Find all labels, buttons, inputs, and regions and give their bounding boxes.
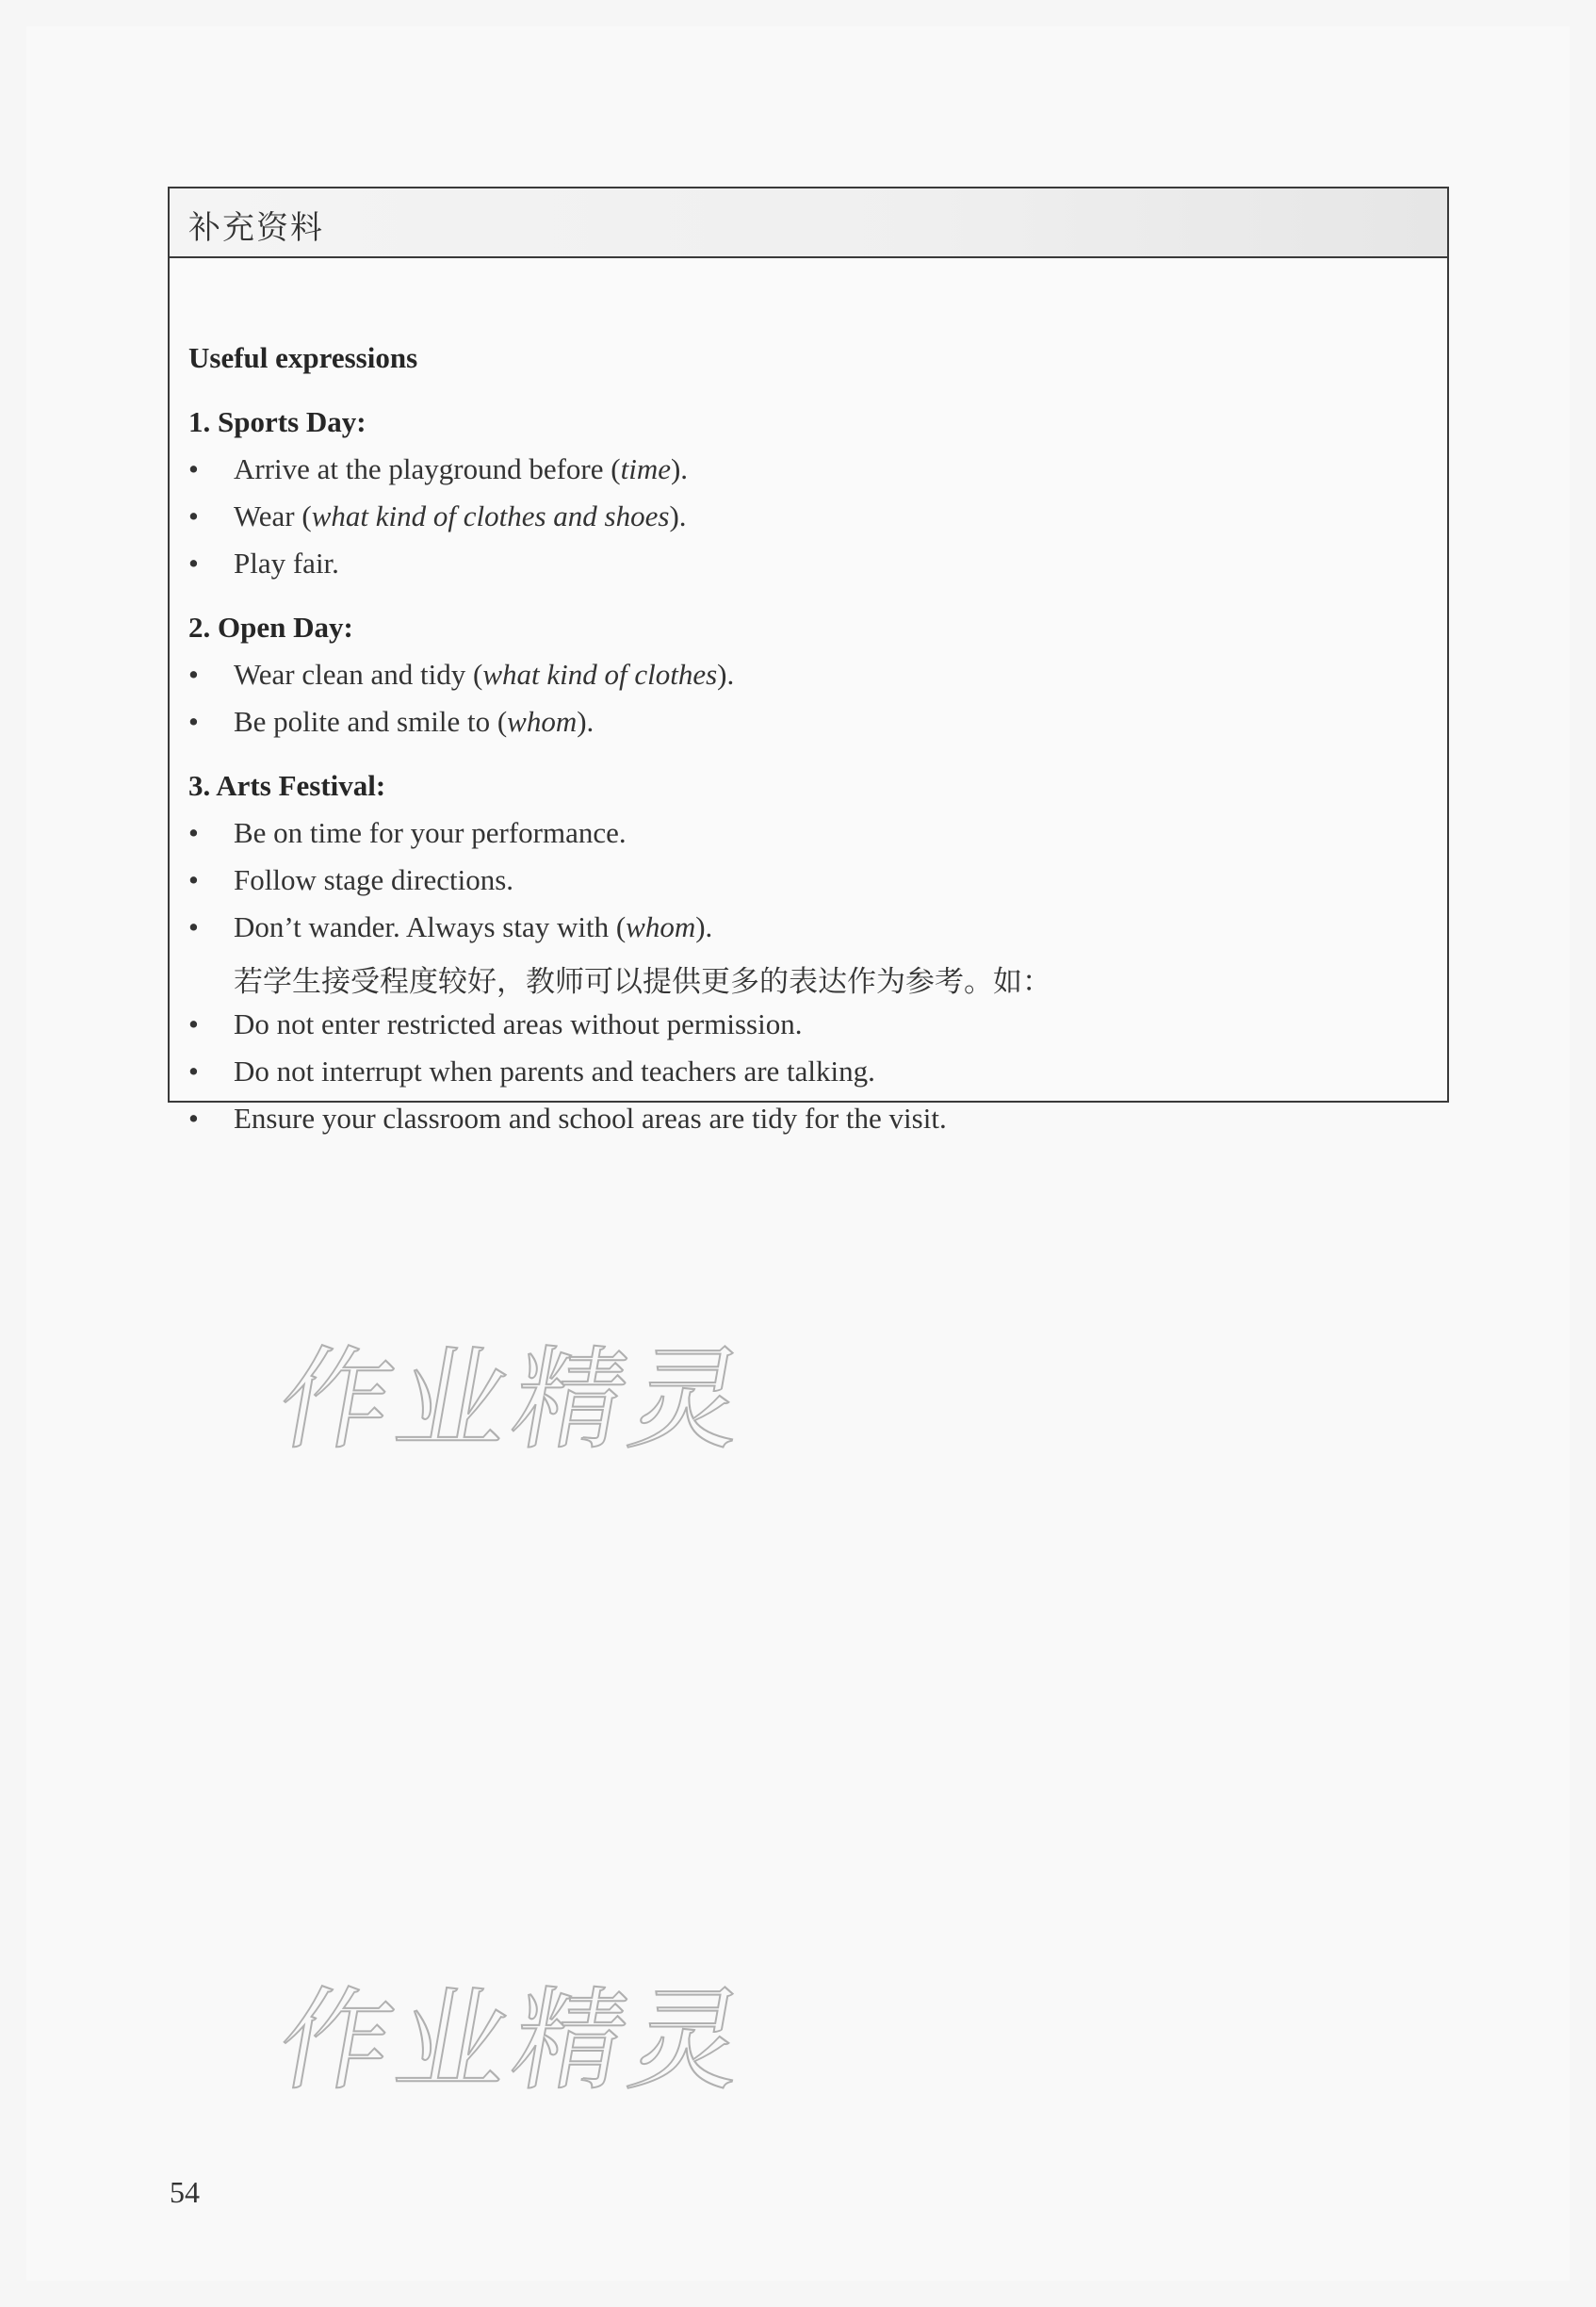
section-heading-open-day: 2. Open Day: (188, 611, 353, 644)
bullet-symbol: • (188, 863, 199, 896)
bullet-item (188, 910, 712, 944)
page-number: 54 (170, 2175, 200, 2209)
bullet-item (188, 658, 734, 692)
teacher-note: 若学生接受程度较好，教师可以提供更多的表达作为参考。如： (234, 965, 1051, 999)
bullet-symbol: • (188, 816, 199, 849)
bullet-italic-text: what kind of clothes and shoes (311, 499, 670, 532)
bullet-italic-text: whom (626, 910, 696, 943)
supplementary-materials-box (168, 187, 1449, 1135)
bullet-text: Be on time for your performance. (234, 816, 627, 849)
bullet-text: Wear ( (234, 499, 312, 532)
box-header-title: 补充资料 (188, 209, 324, 247)
bullet-symbol: • (188, 910, 199, 943)
bullet-text-end: ). (670, 452, 689, 485)
bullet-text: Be polite and smile to ( (234, 705, 508, 738)
bullet-italic-text: whom (507, 705, 578, 738)
bullet-item (188, 452, 688, 486)
bullet-text-end: ). (669, 499, 687, 532)
bullet-text: Play fair. (234, 547, 339, 580)
bullet-italic-text: what kind of clothes (482, 658, 718, 691)
bullet-text: Do not interrupt when parents and teachers are talking. (234, 1055, 875, 1088)
bullet-text: Follow stage directions. (234, 863, 514, 896)
bullet-text: Do not enter restricted areas without permission. (234, 1007, 803, 1040)
watermark-logo: 作业精灵 (269, 1334, 760, 1464)
section-heading-arts-festival: 3. Arts Festival: (188, 769, 386, 802)
bullet-text: Wear clean and tidy ( (234, 658, 483, 691)
bullet-text: Arrive at the playground before ( (234, 452, 621, 485)
bullet-text-end: ). (717, 658, 735, 691)
extra-bullet-item (188, 1055, 875, 1088)
bullet-text: Ensure your classroom and school areas are tidy for the visit. (234, 1102, 947, 1135)
bullet-text-end: ). (577, 705, 594, 738)
box-header (170, 188, 1447, 258)
watermark-logo: 作业精灵 (269, 1975, 760, 2105)
bullet-text: Don’t wander. Always stay with ( (234, 910, 627, 943)
bullet-item (188, 705, 594, 739)
bullet-item (188, 547, 339, 581)
bullet-italic-text: time (620, 452, 671, 485)
extra-bullet-item (188, 1007, 802, 1041)
bullet-symbol: • (188, 705, 199, 738)
extra-bullet-item (188, 1102, 947, 1136)
bullet-item (188, 499, 687, 533)
bullet-item (188, 863, 513, 897)
bullet-symbol: • (188, 658, 199, 691)
bullet-symbol: • (188, 1007, 199, 1040)
bullet-symbol: • (188, 452, 199, 485)
section-heading-sports-day: 1. Sports Day: (188, 405, 366, 438)
bullet-symbol: • (188, 547, 199, 580)
bullet-symbol: • (188, 499, 199, 532)
bullet-text-end: ). (695, 910, 713, 943)
bullet-symbol: • (188, 1102, 199, 1135)
bullet-symbol: • (188, 1055, 199, 1088)
bullet-item (188, 816, 627, 850)
useful-expressions-title: Useful expressions (188, 341, 418, 374)
